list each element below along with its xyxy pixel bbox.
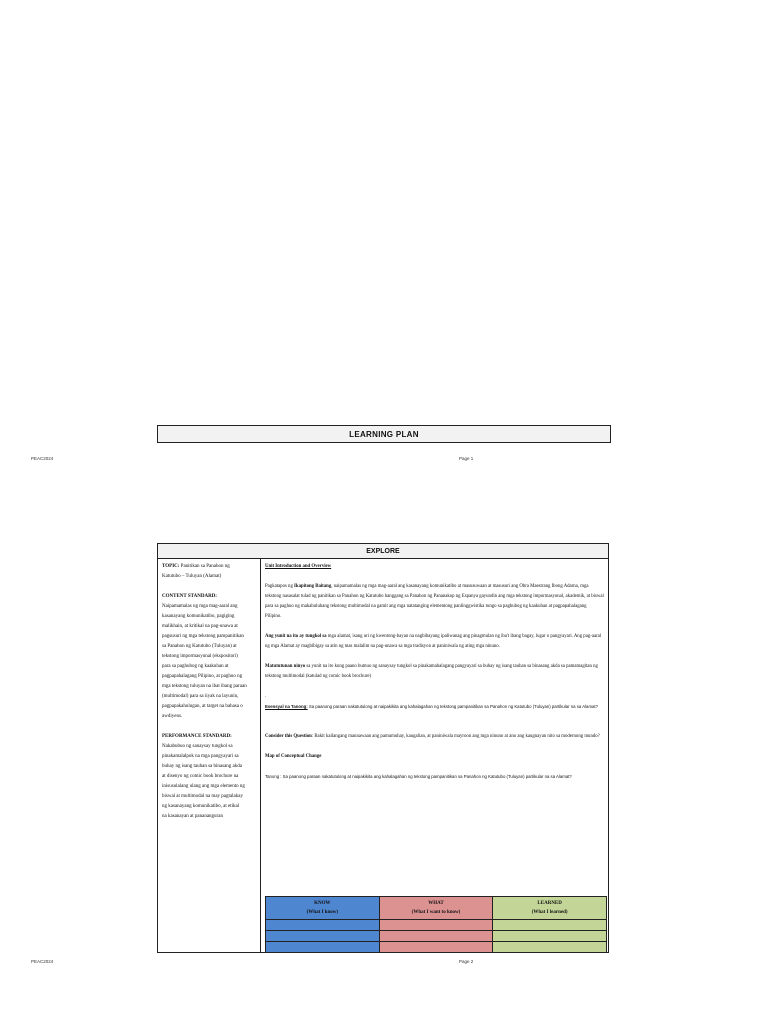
kwl-header-row — [266, 897, 607, 920]
performance-standard-block — [162, 732, 257, 822]
unit-intro-heading: Unit Introduction and Overview — [265, 564, 332, 569]
page1-footer-right: Page 1 — [459, 456, 474, 461]
explore-title: EXPLORE — [158, 544, 608, 559]
topic-line: Katutubo – Tuluyan (Alamat) — [162, 574, 222, 579]
content-standard-line: mga tekstong tuluyan na ibat ibang paraan — [162, 684, 247, 689]
kwl-row — [266, 931, 607, 942]
content-standard-line: pagpapakahulugan, at target na bahasa o — [162, 704, 243, 709]
content-standard-line: sa Panahon ng Katutubo (Tuluyan) at — [162, 644, 237, 649]
kwl-learned-cell[interactable] — [493, 942, 607, 953]
topic-block — [162, 562, 257, 582]
page2-footer-right: Page 2 — [459, 959, 474, 964]
content-standard-line: malikhain, at kritikal na pag-unawa at — [162, 624, 238, 629]
kwl-what-header — [379, 897, 493, 920]
kwl-what-label: WHAT — [428, 901, 444, 906]
performance-standard-line: Nakabubuo ng sanaysay tungkol sa — [162, 744, 233, 749]
performance-standard-line: ng kasanayang komunikatibo, at etikal — [162, 804, 240, 809]
separator-dot: . — [265, 694, 267, 699]
kwl-know-header — [266, 897, 380, 920]
kwl-know-sublabel: (What I know) — [306, 910, 339, 915]
kwl-know-cell[interactable] — [266, 931, 380, 942]
intro-emphasis: Ikapitong Baitang — [294, 584, 332, 589]
intro-text: Pagkatapos ng — [265, 584, 295, 589]
performance-standard-line: at disenyo ng comic book brochure na — [162, 774, 239, 779]
kwl-row — [266, 920, 607, 931]
performance-standard-label: PERFORMANCE STANDARD: — [162, 734, 232, 739]
kwl-learned-label: LEARNED — [537, 901, 562, 906]
kwl-learned-cell[interactable] — [493, 920, 607, 931]
topic-label: TOPIC: — [162, 564, 180, 569]
performance-standard-line: pinakamalalpok na mga pangyayari sa — [162, 754, 239, 759]
essential-question — [265, 702, 604, 712]
kwl-learned-sublabel: (What I learned) — [531, 910, 568, 915]
consider-question — [265, 732, 604, 742]
kwl-know-cell[interactable] — [266, 920, 380, 931]
unit-topic-text: mga alamat, isang uri ng kwentong-bayan na nagbibayang ipaliwanag ang pinagmulan ng iba't ibang bagay, lugar o pangyayari. Ang pag-aaral ng mga Alamat ay magbibigay sa atin ng mas malalim na pag-unawa sa mga tradisyon at paniniwala ng ating mga ninuno. — [265, 634, 602, 649]
performance-standard-line: na kasanayan at panananguran — [162, 814, 223, 819]
tanong-text: Tanong : Sa paanong paraan nakatutulong at naipakikita ang kahalagahan ng tekstong pampanitikan sa Panahon ng Katutubo (Tuluyan) partikular na sa Alamat? — [265, 774, 572, 779]
content-standard-line: tekstong impormasyunal (ekspositori) — [162, 654, 238, 659]
kwl-know-cell[interactable] — [266, 942, 380, 953]
unit-topic-emphasis: Ang yunit na ito ay tungkol sa — [265, 634, 327, 639]
kwl-what-sublabel: (What I want to know) — [411, 910, 461, 915]
content-standard-line: para sa paghubog ng kaakuhan at — [162, 664, 229, 669]
learning-goal-paragraph — [265, 662, 604, 682]
standards-column — [158, 558, 261, 952]
content-standard-line: kasanayang komunikatibo, pagiging — [162, 614, 235, 619]
page1-footer-left: PEAC2024 — [31, 456, 54, 461]
content-standard-line: awdiyens. — [162, 714, 183, 719]
kwl-row — [266, 942, 607, 953]
kwl-table — [265, 896, 607, 953]
map-heading: Map of Conceptual Change — [265, 754, 322, 759]
kwl-what-cell[interactable] — [379, 942, 493, 953]
explore-section — [157, 543, 609, 953]
kwl-what-cell[interactable] — [379, 931, 493, 942]
consider-question-text: : Bakit kailangang maunawaan ang pamumuhay, kaugalian, at paniniwala mayroon ang mga ninuno at ano ang kaugnayan nito sa modernong mundo? — [311, 734, 600, 739]
content-standard-block — [162, 592, 257, 722]
learning-goal-text: sa yunit na ito kung paano bumuo ng sanaysay tungkol sa pinakamahalagang pangyayari sa buhay ng isang tauhan sa binasang akda sa pamamagitan ng tekstong multimodal (katulad ng comic book brochure) — [265, 664, 598, 679]
content-standard-line: pagpapahalagang Pilipino, at paghuo ng — [162, 674, 243, 679]
content-standard-line: Naipamamalas ng mga mag-aaral ang — [162, 604, 238, 609]
intro-text: , naipamamalas ng mga mag-aaral ang kasanayang komunikatibo at masusuwaan at masusuri ang Obra Maestrang Ibong Adarna, mga tekstong nasasalat tulad ng panitikan sa Panahon ng Katutubo hanggang sa Panahon ng Pananakop ng Espanya gayundin ang mga tekstong impormasyonal, akademik, at biswal para sa paghuo ng makabuluhang tekstong multimodal na gamit ang mga natatanging elementong panlinggwistika tungo sa paghubog ng kaakuhan at pagpapahalagang Pilipino. — [265, 584, 604, 619]
performance-standard-line: inisusulalang ulang ang mga elemento ng — [162, 784, 245, 789]
unit-topic-paragraph — [265, 632, 604, 652]
kwl-know-label: KNOW — [314, 901, 331, 906]
performance-standard-line: buhay ng isang tauhan sa binasang akda — [162, 764, 242, 769]
essential-question-text: Sa paanong paraan nakatutulong at naipakikita ang kahalagahan ng tekstong pampanitikan sa Panahon ng Katutubo (Tuluyan) partikular na sa Alamat? — [307, 704, 598, 709]
topic-line: Panitikan sa Panahon ng — [180, 564, 230, 569]
learning-goal-emphasis: Matututunan ninyo — [265, 664, 306, 669]
learning-plan-title: LEARNING PLAN — [349, 429, 419, 439]
essential-question-label: Esensyal na Tanong: — [265, 704, 308, 709]
performance-standard-line: biswal at multimodal na may pagtalakay — [162, 794, 243, 799]
kwl-learned-cell[interactable] — [493, 931, 607, 942]
consider-question-label: Consider this Question — [265, 734, 312, 739]
intro-paragraph — [265, 582, 604, 622]
unit-overview-column — [261, 558, 608, 952]
kwl-learned-header — [493, 897, 607, 920]
learning-plan-header — [157, 425, 611, 443]
content-standard-label: CONTENT STANDARD: — [162, 594, 217, 599]
content-standard-line: pagsusuri ng mga tekstong pampanitikan — [162, 634, 244, 639]
kwl-what-cell[interactable] — [379, 920, 493, 931]
page2-footer-left: PEAC2024 — [31, 959, 54, 964]
content-standard-line: (multimodal) para sa iiyak na layunin, — [162, 694, 239, 699]
